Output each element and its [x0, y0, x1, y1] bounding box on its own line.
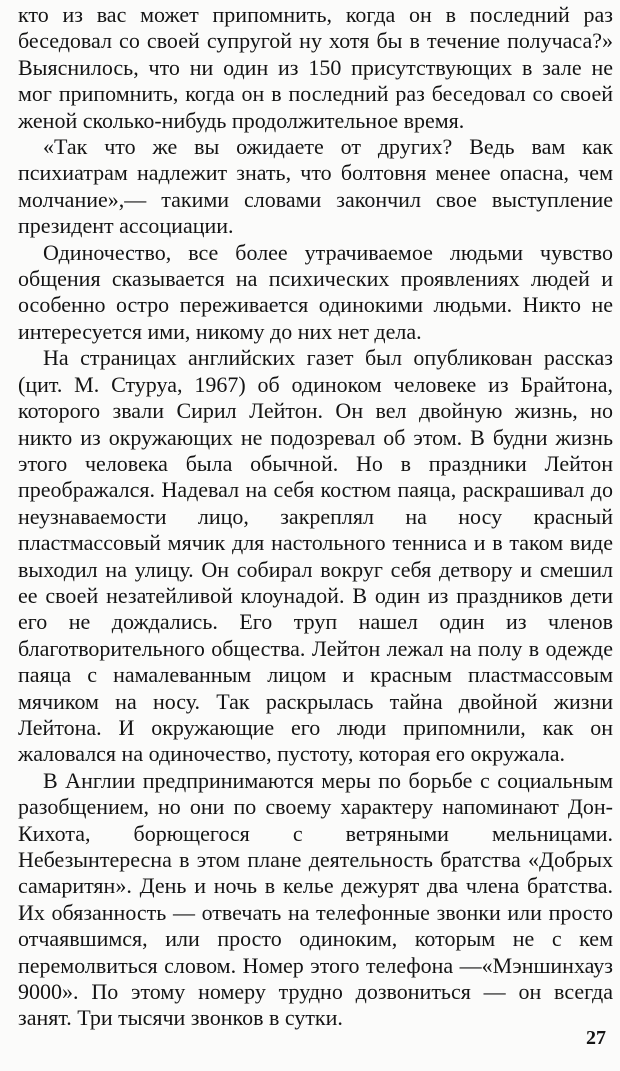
paragraph-4: На страницах английских газет был опубликован рассказ (цит. М. Стуруа, 1967) об одиноком человеке из Брайтона, которого звали Сирил Лейтон. Он вел двойную жизнь, но никто из окружающих не подозревал об этом. В будни жизнь этого человека была обычной. Но в праздники Лейтон преображался. Надевал на себя костюм паяца, раскрашивал до неузнаваемости лицо, закреплял на носу красный пластмассовый мячик для настольного тенниса и в таком виде выходил на улицу. Он собирал вокруг себя детвору и смешил ее своей незатейливой клоунадой. В один из праздников дети его не дождались. Его труп нашел один из членов благотворительного общества. Лейтон лежал на полу в одежде паяца с намалеванным лицом и красным пластмассовым мячиком на носу. Так раскрылась тайна двойной жизни Лейтона. И окружающие его люди припомнили, как он жаловался на одиночество, пустоту, которая его окружала.: [18, 345, 613, 767]
paragraph-2: «Так что же вы ожидаете от других? Ведь вам как психиатрам надлежит знать, что болтовня менее опасна, чем молчание»,— такими словами закончил свое выступление президент ассоциации.: [18, 134, 613, 239]
paragraph-3: Одиночество, все более утрачиваемое людьми чувство общения сказывается на психических проявлениях людей и особенно остро переживается одинокими людьми. Никто не интересуется ими, никому до них нет дела.: [18, 239, 613, 344]
paragraph-1: кто из вас может припомнить, когда он в последний раз беседовал со своей супругой ну хотя бы в течение получаса?» Выяснилось, что ни один из 150 присутствующих в зале не мог припомнить, когда он в последний раз беседовал со своей женой сколько-нибудь продолжительное время.: [18, 2, 613, 133]
body-text: [18, 2, 613, 1032]
paragraph-5: В Англии предпринимаются меры по борьбе с социальным разобщением, но они по своему характеру напоминают Дон-Кихота, борющегося с ветряными мельницами. Небезынтересна в этом плане деятельность братства «Добрых самаритян». День и ночь в келье дежурят два члена братства. Их обязанность — отвечать на телефонные звонки или просто отчаявшимся, или просто одиноким, которым не с кем перемолвиться словом. Номер этого телефона —«Мэншинхауз 9000». По этому номеру трудно дозвониться — он всегда занят. Три тысячи звонков в сутки.: [18, 767, 613, 1031]
page-number: 27: [586, 1027, 606, 1049]
